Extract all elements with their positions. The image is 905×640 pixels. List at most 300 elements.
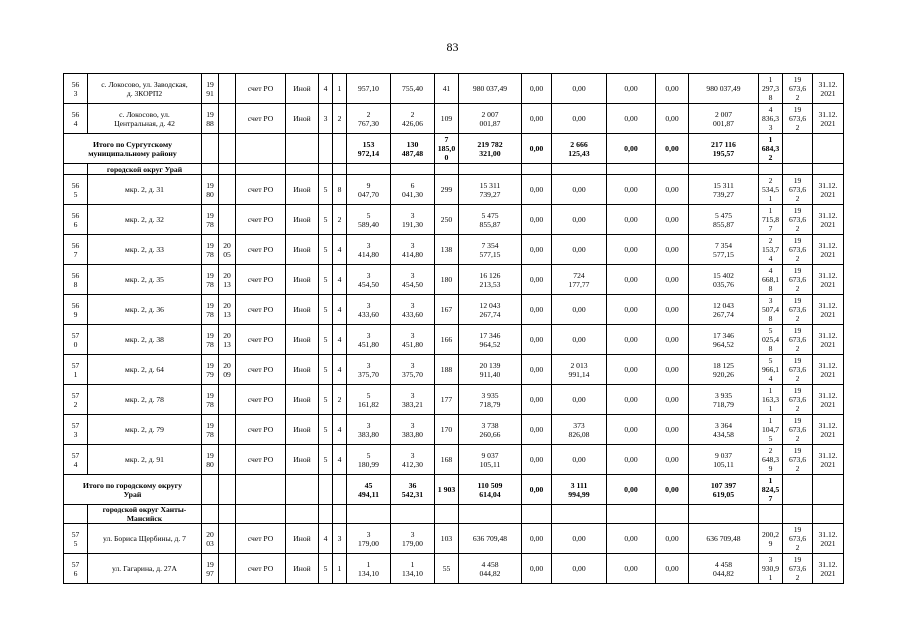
table-cell: 41 (435, 74, 459, 104)
table-body (64, 74, 844, 584)
table-cell: 19 673,6 2 (783, 235, 813, 265)
total-cell: 107 397 619,05 (689, 475, 759, 505)
table-cell: 2 (333, 205, 347, 235)
table-cell: 0,00 (656, 524, 689, 554)
empty-cell (64, 505, 88, 524)
table-cell: 180 (435, 265, 459, 295)
table-cell: мкр. 2, д. 35 (88, 265, 202, 295)
table-cell: 12 043 267,74 (459, 295, 522, 325)
table-cell: Иной (286, 325, 319, 355)
table-cell: 31.12. 2021 (813, 175, 844, 205)
table-cell: 19 673,6 2 (783, 74, 813, 104)
table-cell: 0,00 (552, 385, 607, 415)
table-cell: 3 (319, 104, 333, 134)
total-cell: 130 487,48 (391, 134, 435, 164)
table-cell: 4 (333, 295, 347, 325)
table-cell: 31.12. 2021 (813, 205, 844, 235)
table-cell: 4 (333, 415, 347, 445)
table-cell: с. Локосово, ул. Центральная, д. 42 (88, 104, 202, 134)
table-cell: 5 161,82 (347, 385, 391, 415)
table-row (64, 355, 844, 385)
table-cell: 19 78 (202, 295, 219, 325)
table-cell: 0,00 (607, 445, 656, 475)
table-cell: 31.12. 2021 (813, 415, 844, 445)
table-cell: 0,00 (552, 235, 607, 265)
empty-cell (347, 164, 391, 175)
total-cell: 7 185,0 0 (435, 134, 459, 164)
table-cell: 0,00 (552, 445, 607, 475)
table-cell: 0,00 (607, 205, 656, 235)
table-cell: 3 935 718,79 (689, 385, 759, 415)
total-cell: 217 116 195,57 (689, 134, 759, 164)
table-cell: Иной (286, 385, 319, 415)
table-cell: 5 (319, 295, 333, 325)
table-cell: 7 354 577,15 (689, 235, 759, 265)
table-cell: 4 458 044,82 (459, 554, 522, 584)
table-cell: 3 414,80 (347, 235, 391, 265)
table-cell: 31.12. 2021 (813, 325, 844, 355)
table-cell: Иной (286, 265, 319, 295)
table-cell: 0,00 (656, 295, 689, 325)
table-cell (219, 554, 236, 584)
table-row (64, 235, 844, 265)
table-cell (219, 524, 236, 554)
table-cell: 2 534,5 1 (759, 175, 783, 205)
section-heading: городской округ Ханты- Мансийск (88, 505, 202, 524)
empty-cell (347, 505, 391, 524)
table-cell: 0,00 (552, 524, 607, 554)
table-cell: 19 673,6 2 (783, 355, 813, 385)
empty-cell (202, 475, 219, 505)
table-cell: 19 80 (202, 175, 219, 205)
table-row (64, 74, 844, 104)
table-cell: счет РО (236, 355, 286, 385)
table-cell: 19 673,6 2 (783, 265, 813, 295)
table-cell: 19 78 (202, 325, 219, 355)
table-cell: мкр. 2, д. 91 (88, 445, 202, 475)
empty-cell (607, 164, 656, 175)
table-cell: мкр. 2, д. 33 (88, 235, 202, 265)
table-cell: 17 346 964,52 (689, 325, 759, 355)
table-cell: 5 (319, 325, 333, 355)
empty-cell (689, 164, 759, 175)
empty-cell (459, 505, 522, 524)
table-cell: 5 475 855,87 (689, 205, 759, 235)
table-cell (219, 415, 236, 445)
table-cell: 19 673,6 2 (783, 295, 813, 325)
table-cell (219, 445, 236, 475)
table-cell: 3 383,80 (347, 415, 391, 445)
table-cell: 2 767,30 (347, 104, 391, 134)
table-cell: 19 673,6 2 (783, 524, 813, 554)
empty-cell (219, 164, 236, 175)
empty-cell (459, 164, 522, 175)
table-cell: 0,00 (607, 355, 656, 385)
total-cell: 0,00 (607, 134, 656, 164)
empty-cell (522, 164, 552, 175)
table-cell: мкр. 2, д. 78 (88, 385, 202, 415)
empty-cell (435, 164, 459, 175)
empty-cell (607, 505, 656, 524)
table-row (64, 475, 844, 505)
table-cell: 0,00 (607, 74, 656, 104)
table-cell (219, 205, 236, 235)
total-cell: 153 972,14 (347, 134, 391, 164)
table-cell: 636 709,48 (459, 524, 522, 554)
table-cell: 0,00 (552, 554, 607, 584)
total-cell: 0,00 (656, 134, 689, 164)
table-cell: 4 (333, 355, 347, 385)
table-cell: 0,00 (607, 295, 656, 325)
table-cell: счет РО (236, 415, 286, 445)
table-cell: 3 191,30 (391, 205, 435, 235)
table-row (64, 205, 844, 235)
total-cell: 219 782 321,00 (459, 134, 522, 164)
table-cell: мкр. 2, д. 79 (88, 415, 202, 445)
table-cell: 4 (333, 445, 347, 475)
table-cell: счет РО (236, 554, 286, 584)
table-row (64, 445, 844, 475)
table-cell: 19 78 (202, 235, 219, 265)
table-cell: 0,00 (656, 104, 689, 134)
table-cell: 0,00 (552, 175, 607, 205)
table-cell: 188 (435, 355, 459, 385)
table-cell: мкр. 2, д. 32 (88, 205, 202, 235)
empty-cell (64, 164, 88, 175)
table-cell: 0,00 (522, 554, 552, 584)
table-cell: 0,00 (552, 205, 607, 235)
table-cell: Иной (286, 235, 319, 265)
table-cell: 0,00 (552, 325, 607, 355)
table-cell: 57 4 (64, 445, 88, 475)
table-cell: 31.12. 2021 (813, 554, 844, 584)
table-cell: 18 125 920,26 (689, 355, 759, 385)
table-cell: 0,00 (607, 265, 656, 295)
table-cell: 19 78 (202, 385, 219, 415)
table-cell: 1 297,3 8 (759, 74, 783, 104)
empty-cell (391, 505, 435, 524)
page-number: 83 (446, 40, 459, 54)
table-cell: 3 507,4 8 (759, 295, 783, 325)
table-cell: 19 79 (202, 355, 219, 385)
table-cell: 15 402 035,76 (689, 265, 759, 295)
empty-cell (319, 134, 333, 164)
table-cell: 19 673,6 2 (783, 445, 813, 475)
empty-cell (391, 164, 435, 175)
empty-cell (219, 505, 236, 524)
table-cell: 0,00 (522, 445, 552, 475)
table-cell (219, 385, 236, 415)
table-cell: 200,2 9 (759, 524, 783, 554)
table-cell: 0,00 (522, 175, 552, 205)
table-cell: 31.12. 2021 (813, 385, 844, 415)
table-cell: 4 (319, 524, 333, 554)
table-cell: 0,00 (607, 385, 656, 415)
table-cell: 20 05 (219, 235, 236, 265)
table-cell: 4 (333, 325, 347, 355)
table-cell: 1 104,7 5 (759, 415, 783, 445)
table-row (64, 175, 844, 205)
table-cell: 2 013 991,14 (552, 355, 607, 385)
empty-cell (783, 164, 813, 175)
table-cell: 0,00 (552, 104, 607, 134)
table-cell: 31.12. 2021 (813, 265, 844, 295)
total-label: Итого по городскому округу Урай (64, 475, 202, 505)
table-cell: 56 6 (64, 205, 88, 235)
table-cell: 0,00 (656, 205, 689, 235)
table-cell: 1 134,10 (391, 554, 435, 584)
empty-cell (202, 164, 219, 175)
table-cell (219, 104, 236, 134)
table-cell: 636 709,48 (689, 524, 759, 554)
total-cell: 0,00 (522, 475, 552, 505)
table-cell: 7 354 577,15 (459, 235, 522, 265)
table-cell: счет РО (236, 175, 286, 205)
table-cell: 3 451,80 (391, 325, 435, 355)
table-cell: счет РО (236, 325, 286, 355)
total-cell (813, 475, 844, 505)
table-cell: 19 97 (202, 554, 219, 584)
empty-cell (552, 505, 607, 524)
table-cell: 0,00 (522, 325, 552, 355)
table-cell: 0,00 (607, 104, 656, 134)
table-cell: 0,00 (607, 554, 656, 584)
table-cell: 0,00 (522, 265, 552, 295)
table-cell: 980 037,49 (689, 74, 759, 104)
table-cell: 373 826,08 (552, 415, 607, 445)
table-cell: 0,00 (522, 104, 552, 134)
total-cell: 2 666 125,43 (552, 134, 607, 164)
table-cell: 0,00 (522, 295, 552, 325)
table-cell: 5 025,4 8 (759, 325, 783, 355)
table-cell: 3 179,00 (391, 524, 435, 554)
table-cell: мкр. 2, д. 31 (88, 175, 202, 205)
empty-cell (219, 475, 236, 505)
table-cell: 0,00 (656, 355, 689, 385)
table-cell: 168 (435, 445, 459, 475)
table-cell: 0,00 (522, 74, 552, 104)
empty-cell (319, 475, 333, 505)
table-cell: 3 375,70 (347, 355, 391, 385)
table-cell: 0,00 (522, 524, 552, 554)
table-cell: 20 139 911,40 (459, 355, 522, 385)
table-cell: 31.12. 2021 (813, 235, 844, 265)
table-cell: счет РО (236, 295, 286, 325)
table-cell: 19 78 (202, 205, 219, 235)
table-cell: 19 673,6 2 (783, 554, 813, 584)
table-cell: 0,00 (552, 74, 607, 104)
table-row (64, 104, 844, 134)
table-cell: 20 03 (202, 524, 219, 554)
table-cell: счет РО (236, 74, 286, 104)
table-cell: 15 311 739,27 (689, 175, 759, 205)
table-cell: 2 (333, 385, 347, 415)
empty-cell (319, 164, 333, 175)
table-cell: 2 153,7 4 (759, 235, 783, 265)
total-cell: 1 684,3 2 (759, 134, 783, 164)
total-cell: 1 824,5 7 (759, 475, 783, 505)
total-cell: 0,00 (522, 134, 552, 164)
section-heading: городской округ Урай (88, 164, 202, 175)
table-cell: 9 037 105,11 (459, 445, 522, 475)
table-cell: 0,00 (607, 235, 656, 265)
table-cell: 980 037,49 (459, 74, 522, 104)
table-cell: 3 (333, 524, 347, 554)
table-cell: 9 047,70 (347, 175, 391, 205)
table-cell: 3 433,60 (391, 295, 435, 325)
table-cell: 2 426,06 (391, 104, 435, 134)
table-cell: 2 007 001,87 (689, 104, 759, 134)
table-cell: Иной (286, 295, 319, 325)
total-cell (813, 134, 844, 164)
table-cell: 3 935 718,79 (459, 385, 522, 415)
table-cell: 250 (435, 205, 459, 235)
table-cell: 0,00 (607, 175, 656, 205)
table-cell: 3 179,00 (347, 524, 391, 554)
table-cell: 19 673,6 2 (783, 205, 813, 235)
table-cell: 56 7 (64, 235, 88, 265)
empty-cell (689, 505, 759, 524)
table-cell: 0,00 (656, 265, 689, 295)
total-cell: 36 542,31 (391, 475, 435, 505)
table-cell: Иной (286, 554, 319, 584)
table-cell: 56 4 (64, 104, 88, 134)
total-cell: 3 111 994,99 (552, 475, 607, 505)
table-cell: 5 (319, 265, 333, 295)
empty-cell (236, 505, 286, 524)
table-cell: 0,00 (522, 355, 552, 385)
table-cell: 4 (333, 265, 347, 295)
table-cell (219, 175, 236, 205)
table-cell: 3 930,9 1 (759, 554, 783, 584)
empty-cell (813, 164, 844, 175)
table-row (64, 415, 844, 445)
table-cell: мкр. 2, д. 38 (88, 325, 202, 355)
table-row (64, 505, 844, 524)
table-cell: 3 454,50 (391, 265, 435, 295)
table-cell: 57 6 (64, 554, 88, 584)
empty-cell (236, 134, 286, 164)
empty-cell (236, 164, 286, 175)
table-cell (219, 74, 236, 104)
table-cell: 4 458 044,82 (689, 554, 759, 584)
table-cell: 5 (319, 554, 333, 584)
table-cell: 0,00 (656, 325, 689, 355)
table-cell: 0,00 (522, 415, 552, 445)
table-cell: 19 673,6 2 (783, 175, 813, 205)
table-cell: 5 180,99 (347, 445, 391, 475)
total-cell: 1 903 (435, 475, 459, 505)
table-cell: 56 8 (64, 265, 88, 295)
table-cell: Иной (286, 445, 319, 475)
table-cell: 1 134,10 (347, 554, 391, 584)
table-cell: 1 (333, 74, 347, 104)
table-cell: 3 383,21 (391, 385, 435, 415)
table-cell: 177 (435, 385, 459, 415)
table-cell: 16 126 213,53 (459, 265, 522, 295)
table-cell: 20 13 (219, 325, 236, 355)
table-cell: 109 (435, 104, 459, 134)
table-cell: счет РО (236, 445, 286, 475)
table-cell: 0,00 (552, 295, 607, 325)
table-cell: 5 (319, 235, 333, 265)
table-cell: счет РО (236, 104, 286, 134)
table-cell: 5 (319, 415, 333, 445)
table-cell: 0,00 (656, 175, 689, 205)
table-cell: Иной (286, 415, 319, 445)
table-cell: 3 433,60 (347, 295, 391, 325)
table-cell: 19 80 (202, 445, 219, 475)
table-cell: Иной (286, 175, 319, 205)
table-cell: ул. Бориса Щербины, д. 7 (88, 524, 202, 554)
empty-cell (286, 475, 319, 505)
total-cell: 0,00 (607, 475, 656, 505)
table-cell: 3 383,80 (391, 415, 435, 445)
table-cell: 1 715,8 7 (759, 205, 783, 235)
table-cell: 20 13 (219, 265, 236, 295)
table-cell: 57 5 (64, 524, 88, 554)
table-cell: 31.12. 2021 (813, 445, 844, 475)
table-cell: 5 966,1 4 (759, 355, 783, 385)
table-cell: 0,00 (656, 235, 689, 265)
table-cell: 20 09 (219, 355, 236, 385)
table-cell: 4 836,3 3 (759, 104, 783, 134)
table-cell: 4 (333, 235, 347, 265)
table-row (64, 134, 844, 164)
table-cell: 31.12. 2021 (813, 524, 844, 554)
table-cell: 31.12. 2021 (813, 104, 844, 134)
table-cell: 724 177,77 (552, 265, 607, 295)
table-cell: счет РО (236, 235, 286, 265)
table-cell: 0,00 (656, 74, 689, 104)
table-cell: 5 (319, 385, 333, 415)
table-cell: 0,00 (522, 205, 552, 235)
table-cell: 166 (435, 325, 459, 355)
table-cell: счет РО (236, 205, 286, 235)
table-cell: 3 454,50 (347, 265, 391, 295)
table-row (64, 524, 844, 554)
table-cell: 3 364 434,58 (689, 415, 759, 445)
table-cell: 19 78 (202, 265, 219, 295)
empty-cell (286, 505, 319, 524)
empty-cell (759, 164, 783, 175)
table-cell: 4 668,1 8 (759, 265, 783, 295)
empty-cell (286, 164, 319, 175)
table-row (64, 164, 844, 175)
table-cell: Иной (286, 74, 319, 104)
table-cell: 1 163,3 1 (759, 385, 783, 415)
total-cell (783, 475, 813, 505)
table-cell: 57 1 (64, 355, 88, 385)
empty-cell (759, 505, 783, 524)
empty-cell (656, 164, 689, 175)
table-cell: 5 (319, 445, 333, 475)
table-cell: 3 414,80 (391, 235, 435, 265)
table-cell: Иной (286, 104, 319, 134)
table-cell: 299 (435, 175, 459, 205)
total-label: Итого по Сургутскому муниципальному району (64, 134, 202, 164)
table-cell: 57 2 (64, 385, 88, 415)
empty-cell (656, 505, 689, 524)
table-cell: 19 78 (202, 415, 219, 445)
table-cell: 0,00 (607, 325, 656, 355)
empty-cell (333, 475, 347, 505)
table-cell: 5 (319, 175, 333, 205)
table-cell: 3 738 260,66 (459, 415, 522, 445)
table-cell: 103 (435, 524, 459, 554)
table-cell: 19 673,6 2 (783, 325, 813, 355)
total-cell (783, 134, 813, 164)
